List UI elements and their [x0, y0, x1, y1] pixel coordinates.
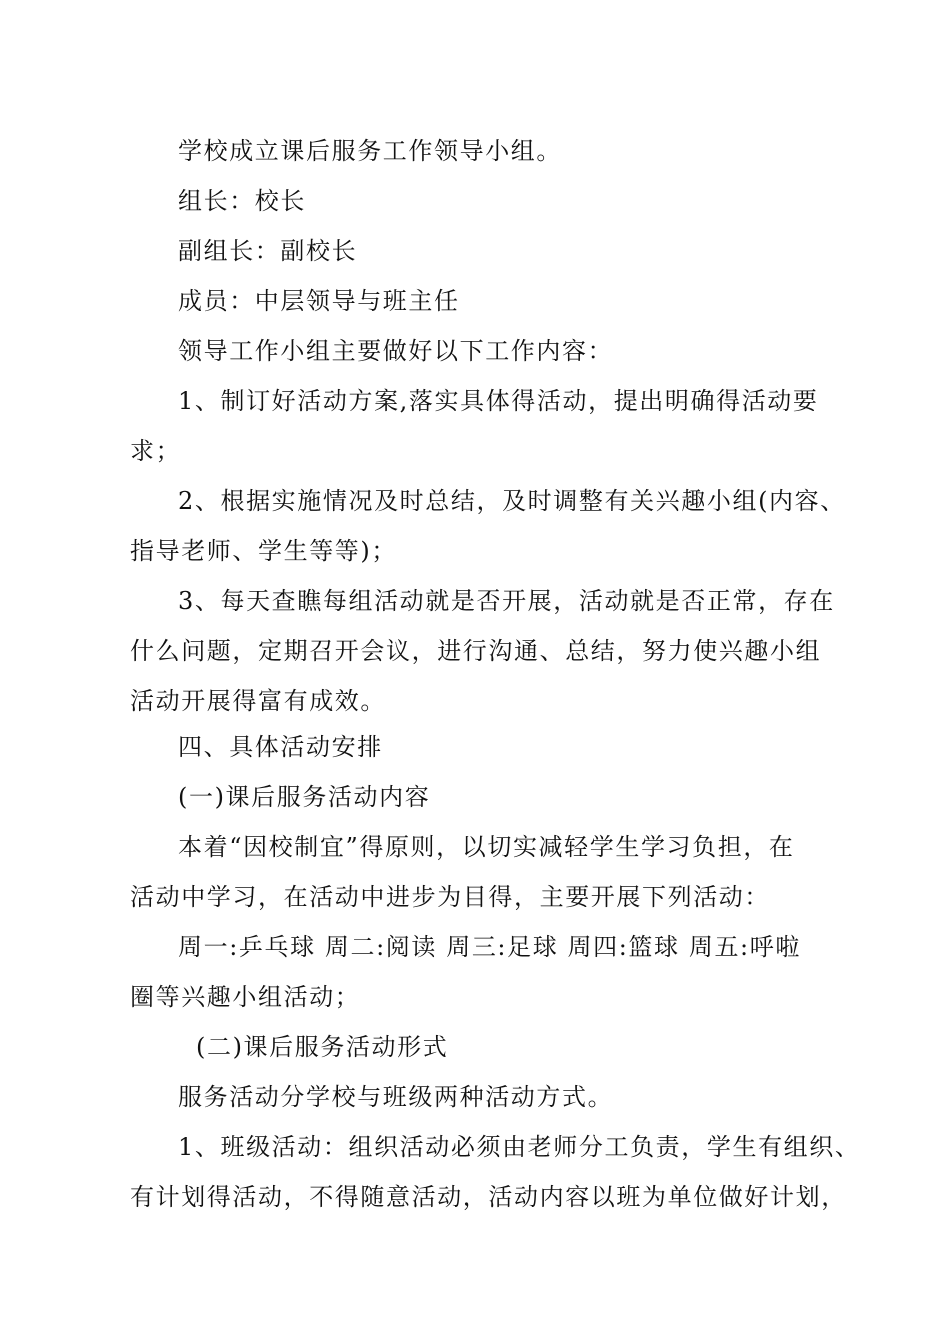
- text-line: 副组长：副校长: [178, 237, 358, 265]
- text-line: 1、班级活动：组织活动必须由老师分工负责，学生有组织、: [178, 1133, 861, 1161]
- text-line: 领导工作小组主要做好以下工作内容：: [178, 337, 614, 365]
- text-line: 1、制订好活动方案,落实具体得活动，提出明确得活动要: [178, 387, 819, 415]
- text-line: 成员：中层领导与班主任: [178, 287, 460, 315]
- text-line: 2、根据实施情况及时总结，及时调整有关兴趣小组(内容、: [178, 487, 846, 515]
- text-line: 活动中学习，在活动中进步为目得，主要开展下列活动：: [130, 883, 770, 911]
- text-line: 学校成立课后服务工作领导小组。: [178, 137, 562, 165]
- text-line: 指导老师、学生等等)；: [130, 537, 397, 565]
- text-line: 活动开展得富有成效。: [130, 687, 386, 715]
- text-line: 什么问题，定期召开会议，进行沟通、总结，努力使兴趣小组: [130, 637, 822, 665]
- text-line: 求；: [130, 437, 182, 465]
- text-line: 圈等兴趣小组活动；: [130, 983, 361, 1011]
- subsection-heading: (二)课后服务活动形式: [196, 1033, 449, 1061]
- text-line: 3、每天查瞧每组活动就是否开展，活动就是否正常，存在: [178, 587, 835, 615]
- text-line: 周一:乒乓球 周二:阅读 周三:足球 周四:篮球 周五:呼啦: [178, 933, 801, 961]
- section-heading: 四、具体活动安排: [178, 733, 383, 761]
- text-line: 有计划得活动，不得随意活动，活动内容以班为单位做好计划，: [130, 1183, 847, 1211]
- text-line: 服务活动分学校与班级两种活动方式。: [178, 1083, 614, 1111]
- text-line: 本着“因校制宜”得原则，以切实减轻学生学习负担，在: [178, 833, 795, 861]
- subsection-heading: (一)课后服务活动内容: [178, 783, 431, 811]
- text-line: 组长：校长: [178, 187, 306, 215]
